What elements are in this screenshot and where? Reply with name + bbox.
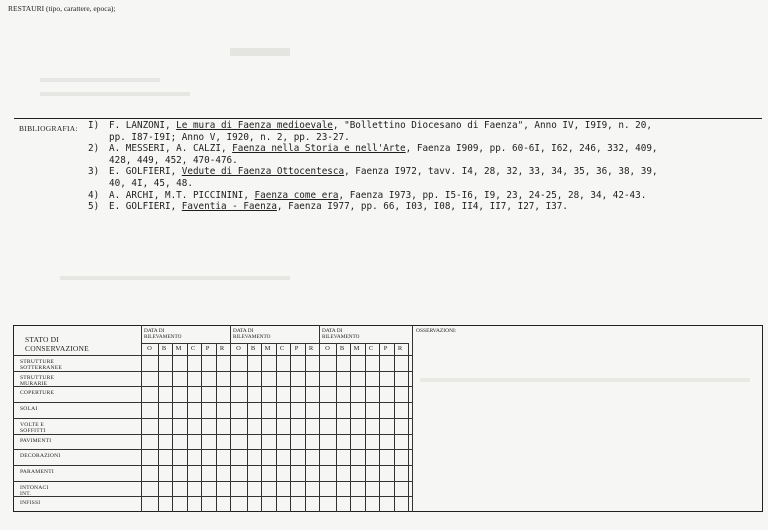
- entry-details: , "Bollettino Diocesano di Faenza", Anno IV, I9I9, n. 20,: [332, 120, 652, 131]
- row-label: PAVIMENTI: [20, 437, 52, 444]
- data-label-line: RILEVAMENTO: [233, 334, 271, 340]
- observations-divider: [412, 325, 413, 512]
- entry-details: , Faenza I909, pp. 60-6I, I62, 246, 332, 409,: [405, 143, 658, 155]
- column-line: [408, 343, 409, 512]
- column-line: [172, 343, 173, 512]
- restauri-label: RESTAURI (tipo, carattere, epoca);: [8, 4, 116, 13]
- entry-details-continued: 428, 449, 452, 470-476.: [109, 154, 238, 166]
- data-label-line: DATA DI: [322, 328, 343, 334]
- column-header-m: M: [175, 345, 182, 352]
- osservazioni-label: OSSERVAZIONI:: [416, 328, 457, 334]
- row-line: [13, 496, 412, 497]
- column-header-b: B: [161, 345, 167, 352]
- entry-title: Faventia - Faenza: [181, 201, 277, 213]
- column-line: [350, 343, 351, 512]
- bibliography-entry: [88, 201, 760, 213]
- top-divider: [14, 118, 762, 119]
- column-header-b: B: [250, 345, 256, 352]
- column-header-p: P: [294, 345, 299, 352]
- entry-author: A. MESSERI, A. CALZI,: [109, 143, 233, 155]
- bibliography-list: [88, 120, 760, 213]
- column-line: [379, 343, 380, 512]
- row-label: STRUTTURE MURARIE: [20, 374, 55, 387]
- bibliography-entry: [88, 143, 760, 166]
- bibliography-entry: [88, 190, 760, 202]
- entry-title: Faenza come era: [254, 189, 339, 201]
- entry-title: Vedute di Faenza Ottocentesca: [181, 166, 345, 178]
- header-line: [13, 355, 412, 356]
- data-rilevamento-label: [233, 328, 270, 340]
- column-header-c: C: [368, 345, 374, 352]
- row-line: [13, 434, 412, 435]
- data-label-line: DATA DI: [233, 328, 254, 334]
- show-through-mark: [60, 276, 290, 280]
- entry-details-continued: 40, 4I, 45, 48.: [109, 177, 193, 189]
- row-label: INTONACI INT.: [20, 484, 49, 497]
- column-line: [305, 343, 306, 512]
- entry-number: 5): [88, 201, 100, 213]
- column-header-m: M: [353, 345, 360, 352]
- column-header-c: C: [190, 345, 196, 352]
- data-label-line: DATA DI: [144, 328, 165, 334]
- column-line: [187, 343, 188, 512]
- row-line: [13, 386, 412, 387]
- entry-details: , Faenza I977, pp. 66, I03, I08, II4, II7, I27, I37.: [276, 201, 568, 213]
- column-line: [336, 343, 337, 512]
- row-label: STRUTTURE SOTTERRANEE: [20, 359, 62, 371]
- column-line: [216, 343, 217, 512]
- entry-author: E. GOLFIERI,: [109, 166, 182, 178]
- entry-author: A. ARCHI, M.T. PICCININI,: [109, 189, 255, 201]
- data-label-line: RILEVAMENTO: [322, 334, 360, 340]
- entry-title: Faenza nella Storia e nell'Arte: [232, 143, 406, 155]
- row-line: [13, 418, 412, 419]
- column-line: [276, 343, 277, 512]
- column-header-o: O: [325, 345, 330, 352]
- column-line: [201, 343, 202, 512]
- column-header-m: M: [264, 345, 271, 352]
- column-line: [365, 343, 366, 512]
- column-header-p: P: [383, 345, 388, 352]
- column-header-p: P: [205, 345, 210, 352]
- entry-author: E. GOLFIERI,: [109, 201, 182, 213]
- show-through-mark: [40, 92, 190, 96]
- data-rilevamento-label: [144, 328, 181, 340]
- entry-number: 2): [88, 143, 100, 155]
- row-line: [13, 465, 412, 466]
- row-label: INFISSI: [20, 500, 41, 507]
- column-line: [230, 343, 231, 512]
- row-label: SOLAI: [20, 406, 38, 413]
- data-rilevamento-label: [322, 328, 359, 340]
- row-line: [13, 371, 412, 372]
- column-header-o: O: [147, 345, 152, 352]
- entry-details: , Faenza I972, tavv. I4, 28, 32, 33, 34, 35, 36, 38, 39,: [344, 166, 658, 178]
- row-label: COPERTURE: [20, 390, 55, 397]
- column-header-r: R: [308, 345, 314, 352]
- row-line: [13, 402, 412, 403]
- show-through-mark: [40, 78, 160, 82]
- column-line: [158, 343, 159, 512]
- bibliography-entry: [88, 166, 760, 189]
- column-line: [247, 343, 248, 512]
- row-line: [13, 481, 412, 482]
- row-label: VOLTE E SOFFITTI: [20, 421, 46, 434]
- column-line: [261, 343, 262, 512]
- column-header-c: C: [279, 345, 285, 352]
- entry-details-continued: pp. I87-I9I; Anno V, I920, n. 2, pp. 23-27.: [109, 131, 350, 143]
- subheader-line: [141, 343, 408, 344]
- column-line: [394, 343, 395, 512]
- entry-number: I): [88, 120, 100, 131]
- entry-number: 4): [88, 189, 100, 201]
- row-label: PARAMENTI: [20, 468, 54, 475]
- column-header-r: R: [219, 345, 225, 352]
- column-header-b: B: [339, 345, 345, 352]
- entry-title: Le mura di Faenza medioevale: [176, 120, 333, 131]
- data-label-line: RILEVAMENTO: [144, 334, 182, 340]
- column-line: [319, 343, 320, 512]
- bibliography-entry: [88, 120, 760, 143]
- row-label: DECORAZIONI: [20, 453, 61, 460]
- row-line: [13, 449, 412, 450]
- entry-author: F. LANZONI,: [109, 120, 177, 131]
- show-through-mark: [230, 48, 290, 56]
- entry-number: 3): [88, 166, 100, 178]
- column-header-o: O: [236, 345, 241, 352]
- entry-details: , Faenza I973, pp. I5-I6, I9, 23, 24-25, 28, 34, 42-43.: [338, 189, 647, 201]
- bibliografia-label: BIBLIOGRAFIA:: [19, 124, 78, 133]
- stato-title: STATO DI CONSERVAZIONE: [25, 335, 89, 353]
- column-header-r: R: [397, 345, 403, 352]
- column-line: [290, 343, 291, 512]
